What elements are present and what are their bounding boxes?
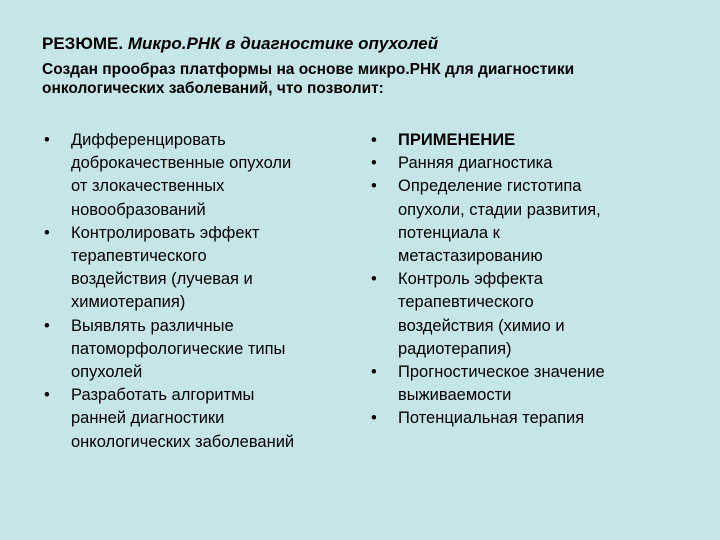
capabilities-list (42, 129, 362, 454)
item-line: выживаемости (398, 386, 512, 405)
list-item (42, 315, 362, 385)
subtitle-line: Создан прообраз платформы на основе микро.РНК для диагностики (42, 61, 575, 78)
list-item (369, 407, 699, 430)
bullet-icon: • (371, 154, 377, 173)
item-line: Контроль эффекта (398, 270, 543, 289)
item-line: терапевтического (71, 247, 207, 266)
title-label: РЕЗЮМЕ. (42, 34, 124, 53)
applications-list (369, 129, 699, 431)
item-line: опухолей (71, 363, 143, 382)
title-topic: Микро.РНК в диагностике опухолей (127, 34, 439, 53)
list-item (42, 129, 362, 222)
item-line: Прогностическое значение (398, 363, 605, 382)
item-line: терапевтического (398, 293, 534, 312)
item-line: онкологических заболеваний (71, 432, 295, 451)
bullet-icon: • (371, 409, 377, 428)
list-item (369, 152, 699, 175)
list-item (369, 268, 699, 361)
bullet-icon: • (44, 386, 50, 405)
bullet-icon: • (371, 131, 377, 149)
list-item (369, 361, 699, 407)
item-line: Разработать алгоритмы (71, 386, 255, 405)
list-item (42, 384, 362, 454)
list-item (369, 175, 699, 268)
left-column (42, 129, 362, 454)
slide-title (42, 34, 438, 54)
item-line: патоморфологические типы (71, 339, 286, 358)
item-line: от злокачественных (71, 177, 225, 196)
item-line: Потенциальная терапия (398, 409, 585, 428)
item-line: химиотерапия) (71, 293, 186, 312)
bullet-icon: • (44, 316, 50, 335)
item-line: Ранняя диагностика (398, 154, 553, 173)
list-heading (369, 129, 699, 152)
slide-subtitle (42, 60, 682, 98)
list-item (42, 222, 362, 315)
bullet-icon: • (371, 363, 377, 382)
right-column (369, 129, 699, 431)
item-line: Контролировать эффект (71, 223, 260, 242)
item-line: Определение гистотипа (398, 177, 582, 196)
bullet-icon: • (44, 131, 50, 149)
subtitle-line: онкологических заболеваний, что позволит: (42, 80, 384, 97)
item-line: доброкачественные опухоли (71, 154, 292, 173)
bullet-icon: • (371, 270, 377, 289)
item-line: Дифференцировать (71, 131, 226, 149)
item-line: Выявлять различные (71, 316, 234, 335)
bullet-icon: • (371, 177, 377, 196)
item-line: воздействия (лучевая и (71, 270, 253, 289)
applications-heading: ПРИМЕНЕНИЕ (398, 131, 516, 149)
item-line: воздействия (химио и (398, 316, 565, 335)
bullet-icon: • (44, 223, 50, 242)
item-line: потенциала к (398, 223, 500, 242)
item-line: радиотерапия) (398, 339, 512, 358)
item-line: метастазированию (398, 247, 543, 266)
item-line: новообразований (71, 200, 206, 219)
item-line: ранней диагностики (71, 409, 225, 428)
item-line: опухоли, стадии развития, (398, 200, 601, 219)
